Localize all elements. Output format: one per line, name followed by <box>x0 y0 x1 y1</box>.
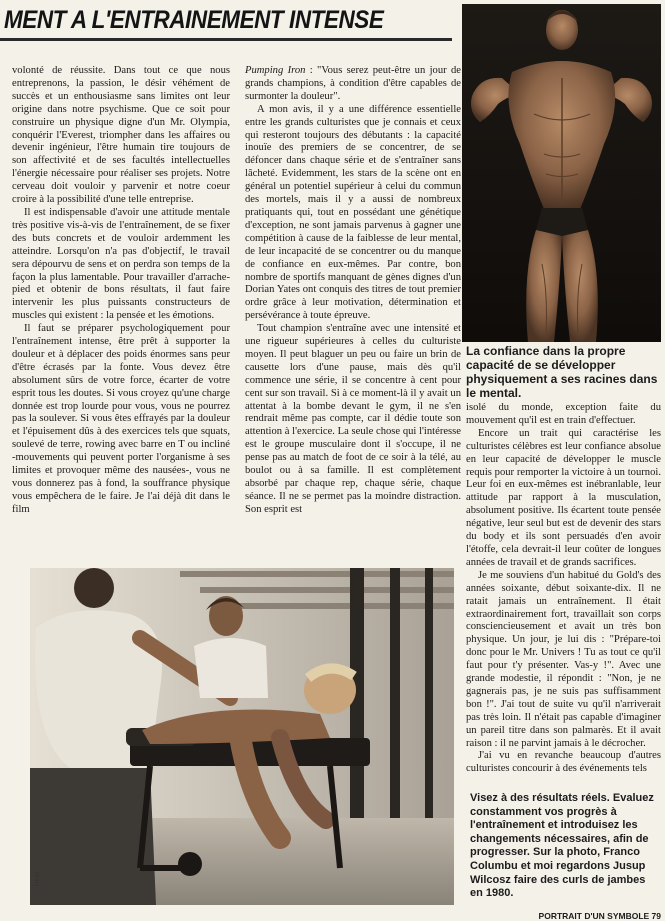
gym-training-photo <box>30 568 454 905</box>
headline-rule <box>0 38 452 41</box>
col3-paragraph: Encore un trait qui caractérise les culturistes célèbres est leur confiance absolue en leur capacité de développer le muscle requis pour remporter la victoire à un tournoi. Leur foi en eux-mêmes est inébranlable, leur attitude par rapport à la musculation, absolument positive. Ils écartent toute pensée négative, leur seul but est de devenir des stars du body et ils sont persuadés d'en avoir l'étoffe, cela devrait-il leur coûter de longues années de travail et de grands sacrifices. <box>466 427 661 568</box>
article-column-3 <box>466 402 661 776</box>
photo-caption-bottom: Visez à des résultats réels. Evaluez constamment vos progrès à l'entraînement et introduisez les changements nécessaires, afin de progresser. Sur la photo, Franco Columbu et moi regardons Jusup Wilcosz faire des curls de jambes en 1980. <box>470 792 654 900</box>
film-title: Pumping Iron <box>245 65 306 76</box>
col2-lead-text: : "Vous serez peut-être un jour de grands champions, à condition d'être capables de surmonter la douleur". <box>245 65 461 102</box>
col1-paragraph: Il faut se préparer psychologiquement pour l'entraînement intense, être prêt à supporter la douleur et à déplacer des poids énormes sans peur d'être écrasés par la fonte. Vous devez être absolument sûrs de votre force, écarter de votre esprit tous les doutes. Si vous croyez qu'une charge donnée est trop lourde pour vous, vous ne pourrez pas la soulever. Si vous êtes effrayés par la douleur et l'épuisement dûs à des exercices tels que squats, soulevé de terre, rowing avec barre en T ou incliné -mouvements qui peuvent porter l'organisme à ses limites et provoquer même des nausées-, vous ne vous donnerez pas à fond, la souffrance physique vous empêchera de le faire. Je l'ai déjà dit dans le film <box>12 323 230 515</box>
article-column-2 <box>245 65 461 517</box>
photo-credit: Hirsz <box>34 871 41 886</box>
col3-paragraph: Je me souviens d'un habitué du Gold's des années soixante, début soixante-dix. Il ne ratait jamais un entraînement. Il était extraordinairement fort, travaillait son corps consciencieusement et avait un très bon physique. Un jour, je lui dis : "Prépare-toi donc pour le Mr. Univers ! Tu as tout ce qu'il faut pour t'y présenter. Vas-y !". Avec une grande modestie, il répondit : "Non, je ne gagnerais pas, je ne suis pas suffisamment bon !". J'ai tout de suite vu qu'il n'arriverait pas très loin. Il n'était pas capable d'imaginer un pareil titre dans son palmarès. Et il avait raison : il ne parvint jamais à le décrocher. <box>466 569 661 749</box>
col2-paragraph: Tout champion s'entraîne avec une intensité et une rigueur supérieures à celles du culturiste moyen. Il peut blaguer un peu ou faire un brin de causette lors d'une pause, mais dès qu'il commence une série, il se concentre à cent pour cent sur son travail. Si à ce moment-là il y avait un attentat à la bombe devant le gym, il ne s'en rendrait même pas compte, car il dédie toute son attention à l'exercice. La seule chose qui l'intéresse est le groupe musculaire dont il s'occupe, il ne pense pas au match de foot de ce soir à la télé, au boulot ou à sa famille. Il est complètement absorbé par chaque rep, chaque série, chaque séance. Il ne se permet pas la moindre distraction. Son esprit est <box>245 323 461 515</box>
photo-caption-top: La confiance dans la propre capacité de se développer physiquement a ses racines dans le mental. <box>466 344 658 400</box>
article-column-1 <box>12 65 230 517</box>
col1-paragraph: volonté de réussite. Dans tout ce que nous entreprenons, la passion, le désir véhément de succès et un enthousiasme sans limites ont leur origine dans notre psychisme. Que ce soit pour construire un physique digne d'un Mr. Olympia, conquérir l'Everest, triompher dans les affaires ou devenir ingénieur, l'être humain tire toujours de son affectivité et de ses facultés intellectuelles l'énergie nécessaire pour réaliser ses projets. Notre cerveau doit vouloir y parvenir et notre coeur croire à la possibilité d'une telle entreprise. <box>12 65 230 206</box>
bodybuilder-illustration <box>462 4 661 342</box>
page-headline: MENT A L'ENTRAINEMENT INTENSE <box>4 6 384 34</box>
page-footer: PORTRAIT D'UN SYMBOLE 79 <box>538 911 661 921</box>
col3-paragraph: isolé du monde, exception faite du mouvement qu'il est en train d'effectuer. <box>466 402 661 426</box>
bodybuilder-pose-photo <box>462 4 661 342</box>
col3-paragraph: J'ai vu en revanche beaucoup d'autres culturistes concourir à des événements tels <box>466 750 661 775</box>
col1-paragraph: Il est indispensable d'avoir une attitude mentale très positive vis-à-vis de l'entraînement, de se fixer des buts concrets et de vouloir ardemment les atteindre. Lorsqu'on n'a pas d'objectif, le travail sera dépourvu de sens et on perdra son temps de la façon la plus lamentable. Pour travailler d'arrache-pied et obtenir de bons résultats, il faut faire intervenir les plus puissants constructeurs de muscles qui existent : la pensée et les émotions. <box>12 206 230 322</box>
gym-scene-illustration <box>30 568 454 905</box>
col2-paragraph: A mon avis, il y a une différence essentielle entre les grands culturistes que je connais et ceux qui resteront toujours des débutants : la capacité inouïe des premiers de se concentrer, de se défoncer dans chaque série et de s'entraîner sans lâcheté. Evidemment, les stars de la scène ont en général un potentiel supérieur à celui du commun des mortels, mais il y a aussi de nombreux pratiquants qui, tout en possédant une génétique d'exception, ne sont jamais parvenus à gagner une compétition à cause de la faiblesse de leur mental, de leur incapacité de se concentrer ou du manque de confiance en eux-mêmes. Par contre, bon nombre de sportifs manquant de gènes dignes d'un Dorian Yates ont conquis des titres de tout premier ordre grâce à leur motivation, détermination et persévérance à toute épreuve. <box>245 103 461 322</box>
col2-lead-paragraph <box>245 65 461 104</box>
